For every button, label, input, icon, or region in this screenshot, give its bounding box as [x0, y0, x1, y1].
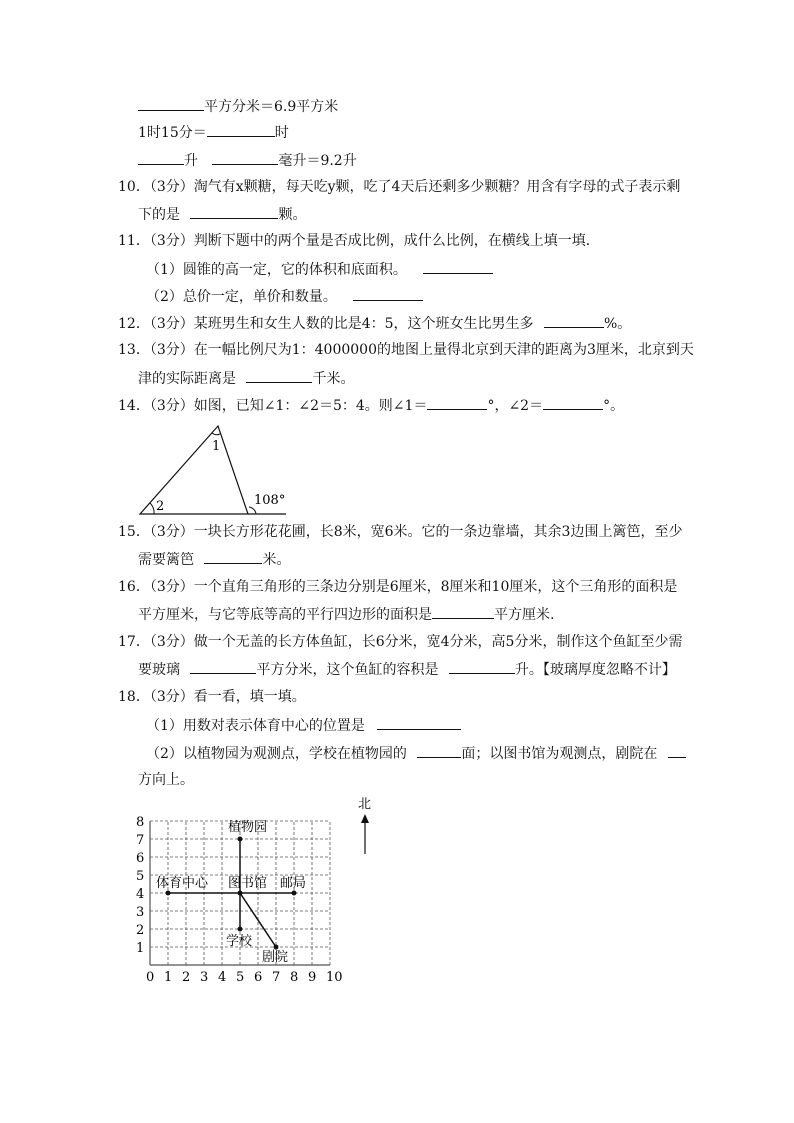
answer-blank[interactable] — [432, 604, 494, 619]
q18-sub1: （1）用数对表示体育中心的位置是 — [146, 715, 461, 736]
angle-1-label: 1 — [212, 439, 221, 454]
answer-blank[interactable] — [353, 286, 423, 301]
angle-2-arc — [150, 503, 154, 514]
y-tick-label: 5 — [136, 869, 145, 884]
x-tick-label: 5 — [236, 970, 245, 985]
x-tick-label: 7 — [272, 970, 281, 985]
north-label: 北 — [358, 797, 372, 812]
label-post: 邮局 — [280, 876, 307, 891]
q13-line2: 津的实际距离是 千米。 — [138, 368, 354, 389]
answer-blank[interactable] — [449, 659, 515, 674]
x-tick-label: 6 — [254, 970, 263, 985]
grid-map — [128, 792, 388, 992]
answer-blank[interactable] — [190, 204, 278, 219]
q11-sub2: （2）总价一定，单价和数量。 — [146, 286, 423, 307]
answer-blank[interactable] — [668, 743, 686, 758]
x-tick-label: 1 — [164, 970, 173, 985]
q14-line: 14．（3分）如图，已知∠1：∠2＝5：4。则∠1＝ °，∠2＝ °。 — [118, 395, 624, 416]
label-school: 学校 — [226, 934, 253, 949]
q16-line2: 平方厘米，与它等底等高的平行四边形的面积是 平方厘米. — [138, 604, 554, 625]
x-tick-label: 10 — [326, 970, 343, 985]
label-botanical: 植物园 — [228, 820, 268, 835]
answer-blank[interactable] — [377, 715, 461, 730]
answer-blank[interactable] — [212, 150, 278, 165]
answer-blank[interactable] — [190, 659, 256, 674]
q17-line1: 17．（3分）做一个无盖的长方体鱼缸，长6分米，宽4分米，高5分米，制作这个鱼缸至少需 — [118, 634, 683, 650]
y-tick-label: 4 — [136, 887, 145, 902]
q18-sub2: （2）以植物园为观测点，学校在植物园的 面；以图书馆为观测点，剧院在 — [146, 743, 686, 764]
q11-sub1: （1）圆锥的高一定，它的体积和底面积。 — [146, 259, 493, 280]
q16-line1: 16．（3分）一个直角三角形的三条边分别是6厘米，8厘米和10厘米，这个三角形的面积是 — [118, 579, 678, 595]
q10-line1: 10．（3分）淘气有x颗糖，每天吃y颗，吃了4天后还剩多少颗糖？用含有字母的式子表示剩 — [118, 179, 681, 195]
answer-blank[interactable] — [427, 395, 487, 410]
north-arrow-icon — [361, 814, 369, 823]
q9-line1: 平方分米＝6.9平方米 — [138, 96, 338, 117]
angle-1-arc — [212, 433, 220, 435]
x-tick-label: 4 — [218, 970, 227, 985]
q15-line1: 15．（3分）一块长方形花花圃，长8米，宽6米。它的一条边靠墙，其余3边围上篱笆，至少 — [118, 524, 683, 540]
angle-108-label: 108° — [254, 493, 286, 508]
x-tick-label: 3 — [200, 970, 209, 985]
point-school — [238, 927, 243, 932]
answer-blank[interactable] — [204, 549, 262, 564]
angle-108-arc — [249, 507, 256, 514]
q17-line2: 要玻璃 平方分米，这个鱼缸的容积是 升。【玻璃厚度忽略不计】 — [138, 659, 676, 680]
q9-line2: 1时15分＝ 时 — [138, 122, 289, 143]
answer-blank[interactable] — [417, 743, 461, 758]
point-sports — [166, 891, 171, 896]
answer-blank[interactable] — [544, 313, 604, 328]
point-botanical — [238, 837, 243, 842]
point-library — [238, 891, 243, 896]
label-sports: 体育中心 — [156, 876, 209, 891]
q18-line1: 18．（3分）看一看，填一填。 — [118, 689, 306, 705]
y-tick-label: 8 — [136, 815, 145, 830]
y-tick-label: 2 — [136, 923, 145, 938]
point-post — [292, 891, 297, 896]
q18-sub2-cont: 方向上。 — [138, 772, 194, 788]
grid-routes — [168, 839, 294, 947]
q9-line3: 升 毫升＝9.2升 — [138, 150, 357, 171]
label-theater: 剧院 — [262, 950, 289, 965]
q12-line: 12．（3分）某班男生和女生人数的比是4：5，这个班女生比男生多 %。 — [118, 313, 631, 334]
answer-blank[interactable] — [207, 122, 275, 137]
triangle-diagram — [138, 420, 288, 520]
y-tick-label: 6 — [136, 851, 145, 866]
y-tick-label: 3 — [136, 905, 145, 920]
x-tick-label: 0 — [146, 970, 155, 985]
y-tick-label: 1 — [136, 941, 145, 956]
answer-blank[interactable] — [138, 96, 204, 111]
q13-line1: 13．（3分）在一幅比例尺为1：4000000的地图上量得北京到天津的距离为3厘米，北京到天 — [118, 342, 694, 358]
point-theater — [274, 945, 279, 950]
x-tick-label: 8 — [290, 970, 299, 985]
angle-2-label: 2 — [156, 499, 165, 514]
answer-blank[interactable] — [138, 150, 184, 165]
x-tick-label: 2 — [182, 970, 191, 985]
grid-places — [156, 819, 306, 965]
label-library: 图书馆 — [228, 876, 268, 891]
q10-line2: 下的是 颗。 — [138, 204, 306, 225]
x-tick-label: 9 — [308, 970, 317, 985]
answer-blank[interactable] — [246, 368, 312, 383]
q15-line2: 需要篱笆 米。 — [138, 549, 290, 570]
answer-blank[interactable] — [543, 395, 603, 410]
q11-line1: 11．（3分）判断下题中的两个量是否成比例，成什么比例，在横线上填一填． — [118, 233, 600, 249]
answer-blank[interactable] — [423, 259, 493, 274]
y-tick-label: 7 — [136, 833, 145, 848]
